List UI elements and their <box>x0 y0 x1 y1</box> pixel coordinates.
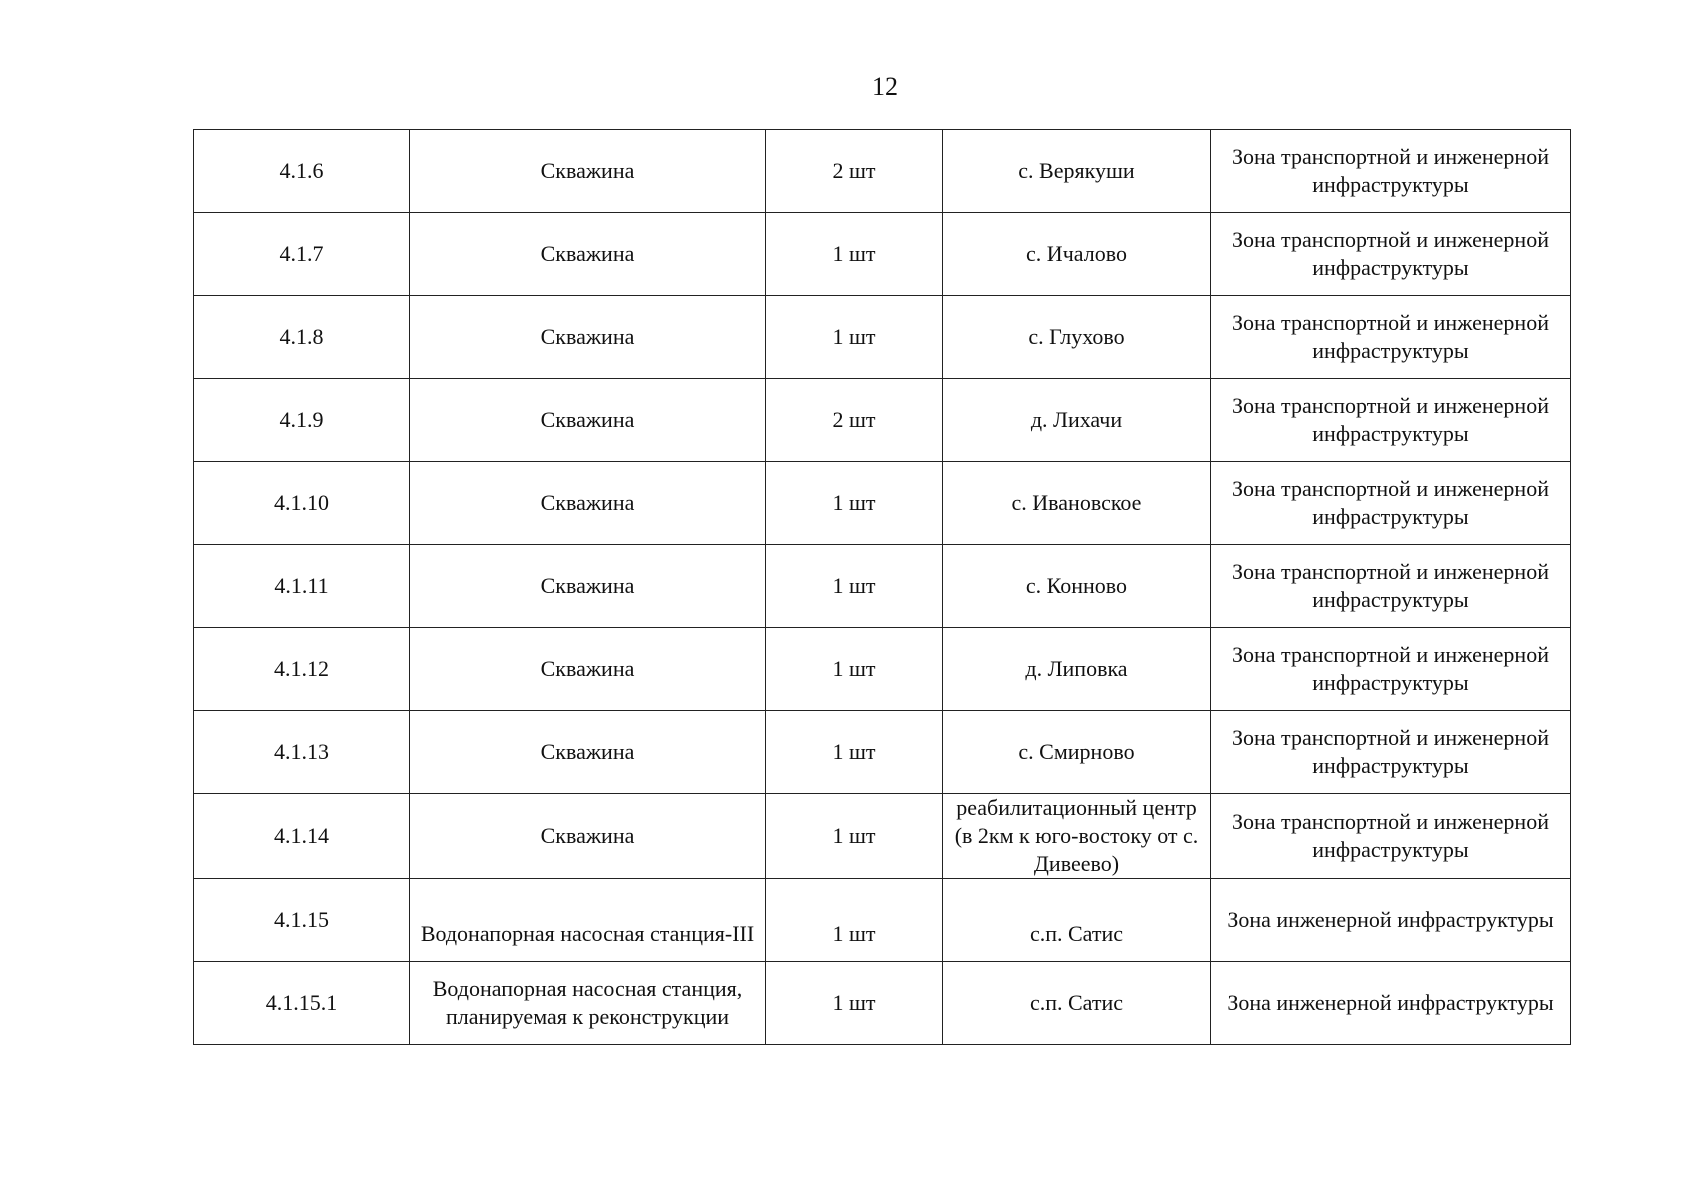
table-row <box>194 711 1571 794</box>
quantity-cell: 1 шт <box>766 794 943 879</box>
table-row <box>194 213 1571 296</box>
zone-cell: Зона транспортной и инженерной инфраструктуры <box>1211 628 1571 711</box>
item-number-cell: 4.1.14 <box>194 794 410 879</box>
object-cell: Скважина <box>410 296 766 379</box>
zone-cell: Зона транспортной и инженерной инфраструктуры <box>1211 296 1571 379</box>
zone-cell: Зона транспортной и инженерной инфраструктуры <box>1211 794 1571 879</box>
object-cell <box>410 879 766 962</box>
facilities-table <box>193 129 1571 1045</box>
item-number-cell: 4.1.9 <box>194 379 410 462</box>
zone-cell: Зона транспортной и инженерной инфраструктуры <box>1211 462 1571 545</box>
table-row <box>194 545 1571 628</box>
location-cell <box>943 879 1211 962</box>
location-cell: д. Липовка <box>943 628 1211 711</box>
object-cell: Скважина <box>410 628 766 711</box>
item-number-cell: 4.1.15.1 <box>194 962 410 1045</box>
item-number-cell: 4.1.15 <box>194 879 410 962</box>
table-row <box>194 462 1571 545</box>
location-cell: с. Глухово <box>943 296 1211 379</box>
quantity-cell: 1 шт <box>766 213 943 296</box>
table-row <box>194 794 1571 879</box>
object-cell: Скважина <box>410 379 766 462</box>
location-text: с.п. Сатис <box>1029 921 1124 946</box>
location-cell: с. Верякуши <box>943 130 1211 213</box>
quantity-cell: 1 шт <box>766 545 943 628</box>
location-cell: с. Конново <box>943 545 1211 628</box>
zone-cell: Зона транспортной и инженерной инфраструктуры <box>1211 213 1571 296</box>
object-cell: Скважина <box>410 711 766 794</box>
quantity-cell: 1 шт <box>766 462 943 545</box>
object-cell: Водонапорная насосная станция, планируемая к реконструкции <box>410 962 766 1045</box>
table-row <box>194 379 1571 462</box>
zone-cell: Зона транспортной и инженерной инфраструктуры <box>1211 379 1571 462</box>
item-number-cell: 4.1.6 <box>194 130 410 213</box>
page-number: 12 <box>872 72 898 101</box>
location-cell: с. Ивановское <box>943 462 1211 545</box>
location-cell: с. Смирново <box>943 711 1211 794</box>
object-cell: Скважина <box>410 462 766 545</box>
zone-cell: Зона транспортной и инженерной инфраструктуры <box>1211 711 1571 794</box>
zone-cell: Зона транспортной и инженерной инфраструктуры <box>1211 545 1571 628</box>
item-number-cell: 4.1.7 <box>194 213 410 296</box>
object-cell: Скважина <box>410 213 766 296</box>
object-cell: Скважина <box>410 794 766 879</box>
item-number-cell: 4.1.10 <box>194 462 410 545</box>
object-cell: Скважина <box>410 130 766 213</box>
quantity-cell: 1 шт <box>766 711 943 794</box>
location-cell: с.п. Сатис <box>943 962 1211 1045</box>
item-number-cell: 4.1.8 <box>194 296 410 379</box>
quantity-text: 1 шт <box>832 921 876 946</box>
quantity-cell: 1 шт <box>766 628 943 711</box>
quantity-cell: 2 шт <box>766 379 943 462</box>
table-row <box>194 962 1571 1045</box>
location-cell: д. Лихачи <box>943 379 1211 462</box>
item-number-cell: 4.1.12 <box>194 628 410 711</box>
quantity-cell: 2 шт <box>766 130 943 213</box>
table-row <box>194 628 1571 711</box>
quantity-cell: 1 шт <box>766 296 943 379</box>
location-cell: реабилитационный центр (в 2км к юго-востоку от с. Дивеево) <box>943 794 1211 879</box>
item-number-cell: 4.1.13 <box>194 711 410 794</box>
table-row <box>194 296 1571 379</box>
item-number-cell: 4.1.11 <box>194 545 410 628</box>
quantity-cell: 1 шт <box>766 962 943 1045</box>
zone-cell: Зона транспортной и инженерной инфраструктуры <box>1211 130 1571 213</box>
zone-cell: Зона инженерной инфраструктуры <box>1211 962 1571 1045</box>
location-cell: с. Ичалово <box>943 213 1211 296</box>
zone-cell: Зона инженерной инфраструктуры <box>1211 879 1571 962</box>
table-row <box>194 130 1571 213</box>
object-text: Водонапорная насосная станция-III <box>420 921 755 946</box>
quantity-cell <box>766 879 943 962</box>
table-row <box>194 879 1571 962</box>
object-cell: Скважина <box>410 545 766 628</box>
